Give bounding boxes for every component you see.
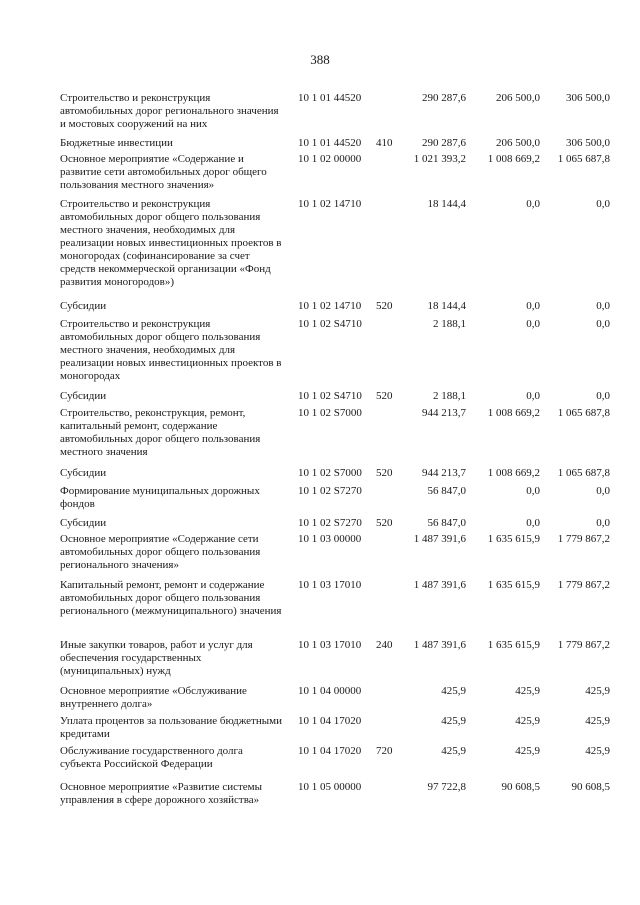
row-vr: 520	[376, 467, 393, 479]
row-value-2: 0,0	[526, 390, 540, 402]
row-value-1: 97 722,8	[427, 781, 466, 793]
row-value-3: 306 500,0	[566, 137, 610, 149]
row-value-3: 0,0	[596, 485, 610, 497]
row-value-3: 0,0	[596, 300, 610, 312]
row-code: 10 1 02 S7000	[298, 467, 362, 479]
row-value-2: 1 635 615,9	[487, 579, 540, 591]
row-value-2: 206 500,0	[496, 137, 540, 149]
row-value-2: 1 008 669,2	[487, 467, 540, 479]
row-value-1: 1 487 391,6	[413, 639, 466, 651]
row-value-3: 1 065 687,8	[557, 467, 610, 479]
row-vr: 720	[376, 745, 393, 757]
row-name: Уплата процентов за пользование бюджетными кредитами	[60, 715, 282, 740]
row-value-2: 0,0	[526, 300, 540, 312]
row-value-2: 0,0	[526, 318, 540, 330]
row-value-3: 306 500,0	[566, 92, 610, 104]
row-code: 10 1 03 00000	[298, 533, 362, 545]
row-name: Субсидии	[60, 300, 107, 312]
row-value-1: 1 021 393,2	[413, 153, 466, 165]
row-code: 10 1 02 S4710	[298, 390, 362, 402]
row-name: Строительство, реконструкция, ремонт, капитальный ремонт, содержание автомобильных дорог общего пользования местного значения	[60, 407, 261, 458]
row-value-3: 1 779 867,2	[557, 579, 610, 591]
row-name: Субсидии	[60, 390, 107, 402]
row-vr: 520	[376, 300, 393, 312]
row-vr: 240	[376, 639, 393, 651]
row-name: Субсидии	[60, 467, 107, 479]
row-value-1: 944 213,7	[422, 407, 466, 419]
row-vr: 410	[376, 137, 393, 149]
row-code: 10 1 02 14710	[298, 198, 362, 210]
row-value-3: 1 779 867,2	[557, 639, 610, 651]
row-vr: 520	[376, 390, 393, 402]
row-value-1: 1 487 391,6	[413, 579, 466, 591]
row-value-3: 425,9	[585, 685, 610, 697]
row-value-1: 2 188,1	[433, 390, 466, 402]
page-number: 388	[310, 52, 330, 67]
row-name: Строительство и реконструкция автомобильных дорог регионального значения и мостовых сооружений на них	[60, 92, 279, 130]
row-value-3: 1 065 687,8	[557, 407, 610, 419]
row-name: Основное мероприятие «Содержание и развитие сети автомобильных дорог общего пользования местного значения»	[60, 153, 267, 191]
row-value-1: 425,9	[441, 745, 466, 757]
row-value-3: 1 065 687,8	[557, 153, 610, 165]
row-value-2: 206 500,0	[496, 92, 540, 104]
row-value-1: 425,9	[441, 715, 466, 727]
row-code: 10 1 02 S7270	[298, 485, 362, 497]
row-code: 10 1 04 17020	[298, 745, 362, 757]
row-name: Капитальный ремонт, ремонт и содержание автомобильных дорог общего пользования регионального (межмуниципального) значения	[60, 579, 282, 617]
row-value-2: 1 008 669,2	[487, 153, 540, 165]
row-value-1: 425,9	[441, 685, 466, 697]
row-name: Иные закупки товаров, работ и услуг для обеспечения государственных (муниципальных) нужд	[60, 639, 253, 677]
row-code: 10 1 04 00000	[298, 685, 362, 697]
row-value-1: 290 287,6	[422, 137, 466, 149]
row-code: 10 1 05 00000	[298, 781, 362, 793]
row-name: Бюджетные инвестиции	[60, 137, 173, 149]
row-code: 10 1 03 17010	[298, 639, 362, 651]
row-name: Основное мероприятие «Обслуживание внутреннего долга»	[60, 685, 247, 710]
row-value-2: 0,0	[526, 485, 540, 497]
row-value-1: 18 144,4	[427, 300, 466, 312]
row-vr: 520	[376, 517, 393, 529]
row-name: Строительство и реконструкция автомобильных дорог общего пользования местного значения, необходимых для реализации новых инвестиционных проектов в моногородах	[60, 318, 282, 382]
row-value-2: 425,9	[515, 685, 540, 697]
row-name: Обслуживание государственного долга субъекта Российской Федерации	[60, 745, 243, 770]
row-value-1: 56 847,0	[427, 485, 466, 497]
row-value-2: 1 008 669,2	[487, 407, 540, 419]
row-value-1: 2 188,1	[433, 318, 466, 330]
row-value-1: 18 144,4	[427, 198, 466, 210]
row-value-1: 56 847,0	[427, 517, 466, 529]
row-value-1: 290 287,6	[422, 92, 466, 104]
row-code: 10 1 02 S7000	[298, 407, 362, 419]
row-name: Основное мероприятие «Развитие системы управления в сфере дорожного хозяйства»	[60, 781, 263, 806]
row-value-2: 90 608,5	[501, 781, 540, 793]
row-value-3: 425,9	[585, 715, 610, 727]
row-code: 10 1 02 00000	[298, 153, 362, 165]
row-value-2: 425,9	[515, 745, 540, 757]
row-value-3: 0,0	[596, 517, 610, 529]
row-value-1: 1 487 391,6	[413, 533, 466, 545]
row-code: 10 1 03 17010	[298, 579, 362, 591]
row-value-3: 1 779 867,2	[557, 533, 610, 545]
row-name: Субсидии	[60, 517, 107, 529]
row-name: Строительство и реконструкция автомобильных дорог общего пользования местного значения, необходимых для реализации новых инвестиционных проектов в моногородах (софинансирование за счет средств некоммерческой организации «Фонд развития моногородов»)	[60, 198, 282, 288]
row-code: 10 1 04 17020	[298, 715, 362, 727]
row-code: 10 1 01 44520	[298, 92, 362, 104]
row-value-2: 0,0	[526, 517, 540, 529]
row-code: 10 1 01 44520	[298, 137, 362, 149]
row-value-2: 1 635 615,9	[487, 639, 540, 651]
row-value-3: 90 608,5	[571, 781, 610, 793]
row-code: 10 1 02 S7270	[298, 517, 362, 529]
row-value-2: 1 635 615,9	[487, 533, 540, 545]
row-name: Формирование муниципальных дорожных фондов	[60, 485, 260, 510]
row-value-3: 0,0	[596, 198, 610, 210]
row-code: 10 1 02 14710	[298, 300, 362, 312]
row-value-2: 0,0	[526, 198, 540, 210]
row-value-3: 425,9	[585, 745, 610, 757]
row-name: Основное мероприятие «Содержание сети автомобильных дорог общего пользования регионального значения»	[60, 533, 261, 571]
row-value-3: 0,0	[596, 318, 610, 330]
row-value-3: 0,0	[596, 390, 610, 402]
row-value-2: 425,9	[515, 715, 540, 727]
row-code: 10 1 02 S4710	[298, 318, 362, 330]
row-value-1: 944 213,7	[422, 467, 466, 479]
